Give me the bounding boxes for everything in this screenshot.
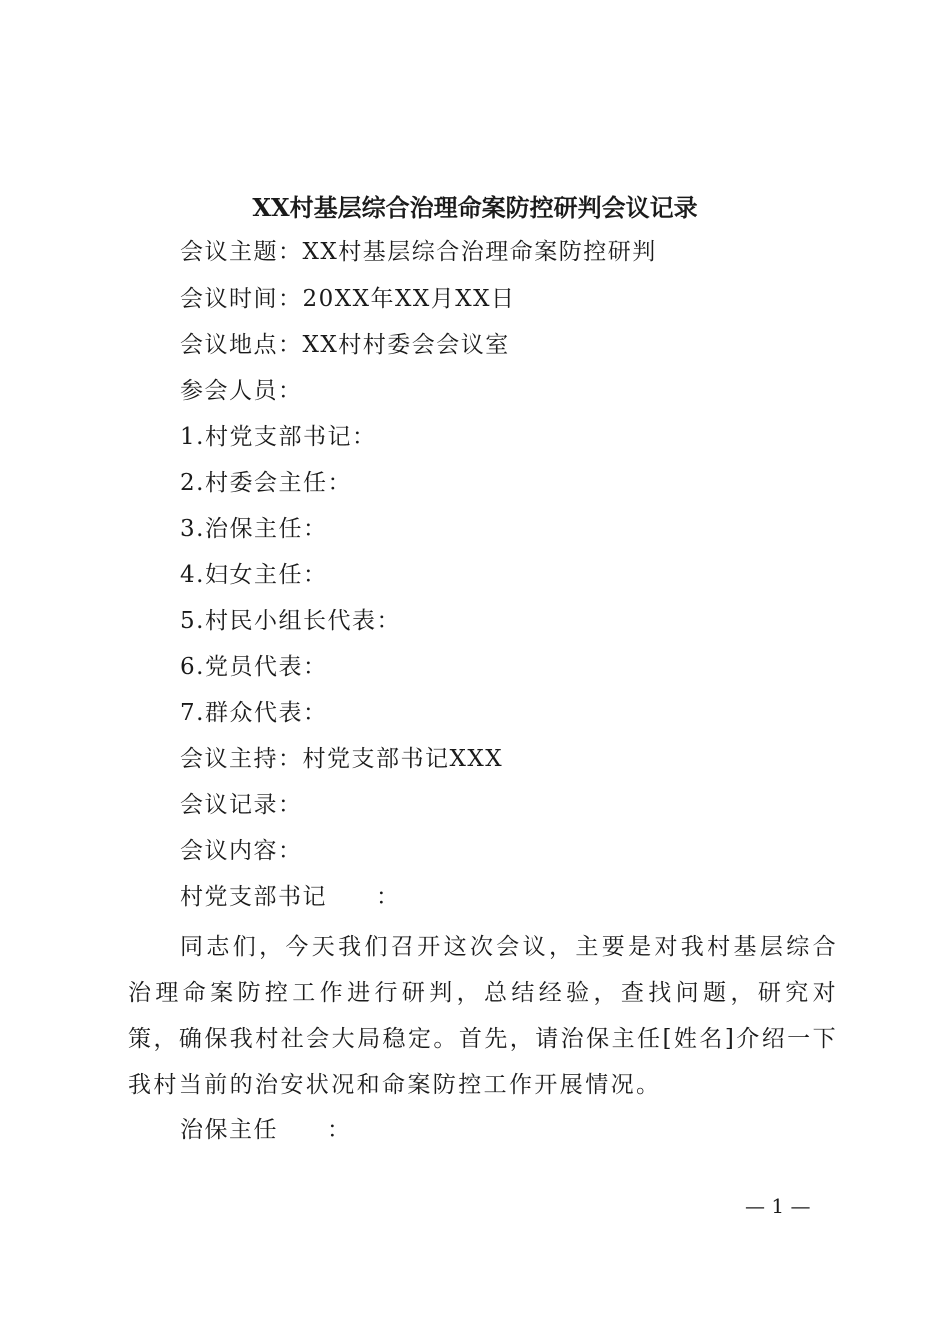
meeting-topic-line: 会议主题：XX村基层综合治理命案防控研判 <box>180 239 657 265</box>
speaker-label: 治保主任 ： <box>180 1117 352 1143</box>
attendee-item: 7.群众代表： <box>180 700 328 726</box>
attendee-item: 1.村党支部书记： <box>180 424 377 450</box>
meeting-recorder-line: 会议记录： <box>180 792 303 818</box>
meeting-host-line: 会议主持：村党支部书记XXX <box>180 746 504 772</box>
meeting-time-line: 会议时间：20XX年XX月XX日 <box>180 286 516 312</box>
page-number: — 1 — <box>745 1194 811 1218</box>
attendee-item: 2.村委会主任： <box>180 470 352 496</box>
speaker-label: 村党支部书记 ： <box>180 884 401 910</box>
document-title: XX村基层综合治理命案防控研判会议记录 <box>252 193 698 222</box>
attendee-item: 5.村民小组长代表： <box>180 608 401 634</box>
speech-paragraph: 同志们，今天我们召开这次会议，主要是对我村基层综合治理命案防控工作进行研判，总结经验，查找问题，研究对策，确保我村社会大局稳定。首先，请治保主任[姓名]介绍一下我村当前的治安状况和命案防控工作开展情况。 <box>128 934 838 1098</box>
meeting-location-line: 会议地点：XX村村委会会议室 <box>180 332 510 358</box>
attendees-heading: 参会人员： <box>180 378 303 404</box>
meeting-content-heading: 会议内容： <box>180 838 303 864</box>
attendee-item: 6.党员代表： <box>180 654 328 680</box>
attendee-item: 4.妇女主任： <box>180 562 328 588</box>
attendee-item: 3.治保主任： <box>180 516 328 542</box>
